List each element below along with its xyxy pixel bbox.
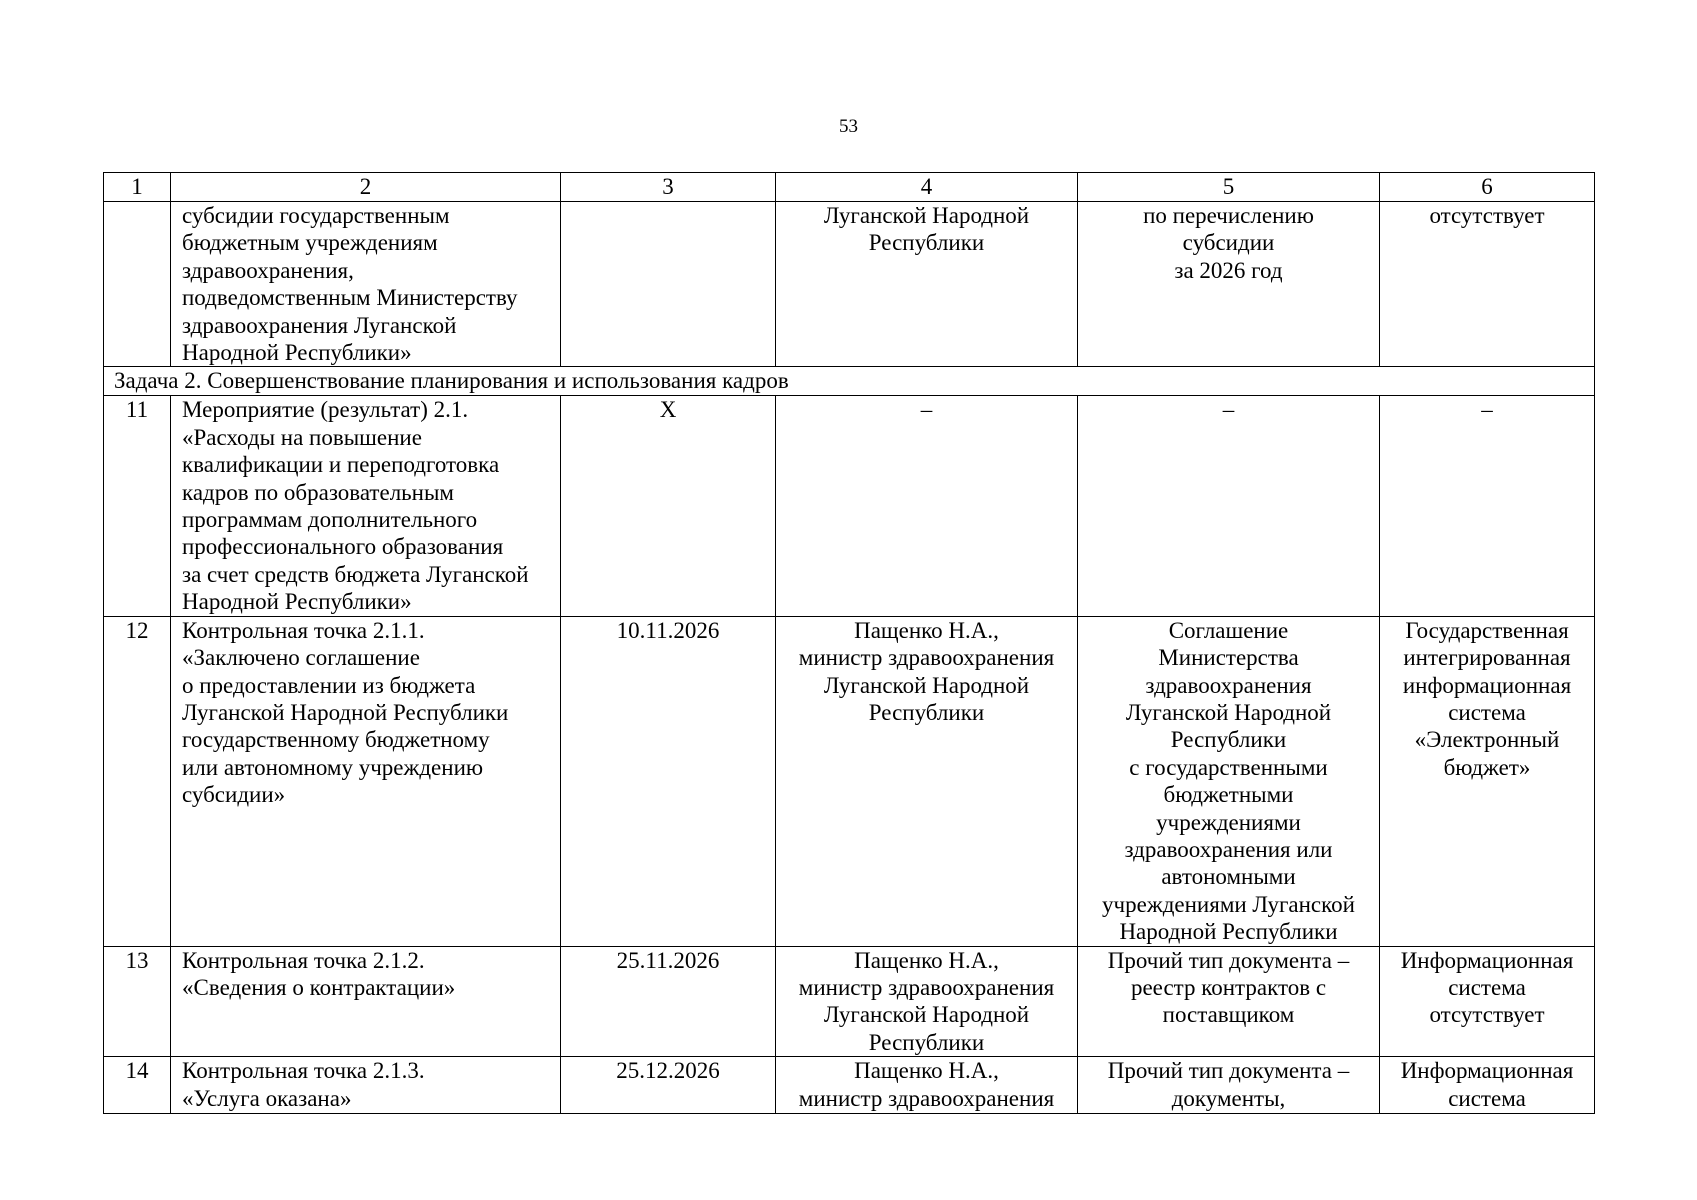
- cell-line: Народной Республики: [1119, 919, 1338, 945]
- cell-line: система: [1448, 974, 1526, 1000]
- cell-line: Пащенко Н.А.,: [854, 1058, 999, 1084]
- header-cell: 5: [1078, 173, 1380, 202]
- date-cell: [561, 946, 776, 1057]
- header-row: [104, 173, 1595, 202]
- system-cell: [1380, 396, 1595, 616]
- table-row: [104, 202, 1595, 367]
- cell-line: учреждениями Луганской: [1102, 891, 1355, 917]
- task-row: [104, 367, 1595, 396]
- cell-line: Луганской Народной: [823, 672, 1030, 698]
- name-cell: [171, 396, 561, 616]
- name-cell: [171, 1057, 561, 1114]
- cell-line: автономными: [1161, 864, 1296, 890]
- cell-line: интегрированная: [1403, 645, 1571, 671]
- cell-line: Контрольная точка 2.1.2.: [182, 947, 425, 973]
- cell-line: «Сведения о контрактации»: [182, 974, 456, 1000]
- responsible-cell: [776, 1057, 1078, 1114]
- cell-line: или автономному учреждению: [182, 754, 484, 780]
- system-cell: [1380, 616, 1595, 946]
- cell-line: система: [1448, 699, 1526, 725]
- cell-line: профессионального образования: [182, 534, 504, 560]
- cell-line: министр здравоохранения: [798, 974, 1055, 1000]
- cell-line: Мероприятие (результат) 2.1.: [182, 397, 469, 423]
- cell-line: здравоохранения: [1145, 672, 1312, 698]
- date-cell: [561, 396, 776, 616]
- cell-line: бюджетными: [1163, 782, 1294, 808]
- cell-line: отсутствует: [1429, 203, 1545, 228]
- cell-line: Республики: [868, 1029, 985, 1055]
- document-cell: [1078, 1057, 1380, 1114]
- cell-line: Контрольная точка 2.1.3.: [182, 1058, 425, 1084]
- cell-line: учреждениями: [1156, 809, 1301, 835]
- cell-line: здравоохранения или: [1124, 836, 1333, 862]
- cell-line: реестр контрактов с: [1130, 974, 1327, 1000]
- cell-line: здравоохранения,: [182, 257, 354, 283]
- date-cell: [561, 1057, 776, 1114]
- table-row: [104, 396, 1595, 616]
- row-number-cell: 14: [104, 1057, 171, 1114]
- page-number: 53: [839, 116, 858, 137]
- table-row: [104, 1057, 1595, 1114]
- date-cell: [561, 616, 776, 946]
- cell-line: Министерства: [1158, 645, 1299, 671]
- header-cell: 2: [171, 173, 561, 202]
- cell-line: квалификации и переподготовка: [182, 452, 500, 478]
- cell-line: Контрольная точка 2.1.1.: [182, 617, 425, 643]
- header-cell: 1: [104, 173, 171, 202]
- cell-line: Прочий тип документа –: [1107, 947, 1350, 973]
- cell-line: Пащенко Н.А.,: [854, 947, 999, 973]
- cell-line: по перечислению: [1143, 203, 1314, 228]
- row-number-cell: 13: [104, 946, 171, 1057]
- cell-line: –: [1222, 397, 1235, 423]
- cell-line: субсидии государственным: [182, 203, 450, 228]
- responsible-cell: [776, 396, 1078, 616]
- cell-line: Государственная: [1405, 617, 1569, 643]
- cell-line: министр здравоохранения: [798, 1085, 1055, 1111]
- cell-line: X: [659, 397, 677, 423]
- cell-line: поставщиком: [1162, 1002, 1295, 1028]
- cell-line: Соглашение: [1168, 617, 1289, 643]
- cell-line: о предоставлении из бюджета: [182, 672, 476, 698]
- system-cell: [1380, 1057, 1595, 1114]
- cell-line: Народной Республики»: [182, 340, 412, 366]
- document-cell: [1078, 946, 1380, 1057]
- header-cell: 4: [776, 173, 1078, 202]
- cell-line: государственному бюджетному: [182, 727, 490, 753]
- cell-line: «Услуга оказана»: [182, 1085, 352, 1111]
- header-cell: 3: [561, 173, 776, 202]
- system-cell: [1380, 946, 1595, 1057]
- cell-line: Прочий тип документа –: [1107, 1058, 1350, 1084]
- cell-line: за счет средств бюджета Луганской: [182, 561, 529, 587]
- plan-table: [103, 172, 1595, 1114]
- cell-line: Пащенко Н.А.,: [854, 617, 999, 643]
- document-cell: [1078, 202, 1380, 367]
- header-cell: 6: [1380, 173, 1595, 202]
- cell-line: за 2026 год: [1174, 257, 1283, 283]
- name-cell: [171, 616, 561, 946]
- cell-line: бюджет»: [1443, 754, 1531, 780]
- cell-line: Информационная: [1400, 1058, 1574, 1084]
- cell-line: Луганской Народной: [1125, 699, 1332, 725]
- cell-line: «Заключено соглашение: [182, 645, 420, 671]
- cell-line: Луганской Народной: [823, 203, 1030, 228]
- name-cell: [171, 202, 561, 367]
- cell-line: 25.12.2026: [616, 1058, 720, 1084]
- responsible-cell: [776, 202, 1078, 367]
- table-row: [104, 616, 1595, 946]
- cell-line: Луганской Народной Республики: [182, 699, 509, 725]
- task-cell: Задача 2. Совершенствование планирования и использования кадров: [104, 367, 1595, 396]
- cell-line: министр здравоохранения: [798, 645, 1055, 671]
- cell-line: субсидии: [1182, 230, 1275, 256]
- cell-line: кадров по образовательным: [182, 479, 454, 505]
- document-cell: [1078, 396, 1380, 616]
- cell-line: –: [1481, 397, 1493, 423]
- row-number-cell: 12: [104, 616, 171, 946]
- cell-line: бюджетным учреждениям: [182, 230, 438, 256]
- cell-line: субсидии»: [182, 782, 286, 808]
- cell-line: программам дополнительного: [182, 507, 478, 533]
- cell-line: информационная: [1402, 672, 1572, 698]
- system-cell: [1380, 202, 1595, 367]
- document-cell: [1078, 616, 1380, 946]
- date-cell: [561, 202, 776, 367]
- cell-line: отсутствует: [1429, 1002, 1545, 1028]
- cell-line: 25.11.2026: [616, 947, 720, 973]
- row-number-cell: [104, 202, 171, 367]
- responsible-cell: [776, 946, 1078, 1057]
- table-row: [104, 946, 1595, 1057]
- cell-line: Информационная: [1400, 947, 1574, 973]
- cell-line: Республики: [1170, 727, 1287, 753]
- cell-line: Республики: [868, 699, 985, 725]
- row-number-cell: 11: [104, 396, 171, 616]
- cell-line: здравоохранения Луганской: [182, 312, 457, 338]
- cell-line: документы,: [1171, 1085, 1286, 1111]
- cell-line: с государственными: [1129, 754, 1328, 780]
- cell-line: Луганской Народной: [823, 1002, 1030, 1028]
- cell-line: 10.11.2026: [616, 617, 720, 643]
- cell-line: «Электронный: [1414, 727, 1560, 753]
- responsible-cell: [776, 616, 1078, 946]
- cell-line: –: [920, 397, 933, 423]
- name-cell: [171, 946, 561, 1057]
- cell-line: система: [1448, 1085, 1526, 1111]
- cell-line: Народной Республики»: [182, 589, 412, 615]
- cell-line: «Расходы на повышение: [182, 424, 422, 450]
- cell-line: Республики: [868, 230, 985, 256]
- cell-line: подведомственным Министерству: [182, 285, 518, 311]
